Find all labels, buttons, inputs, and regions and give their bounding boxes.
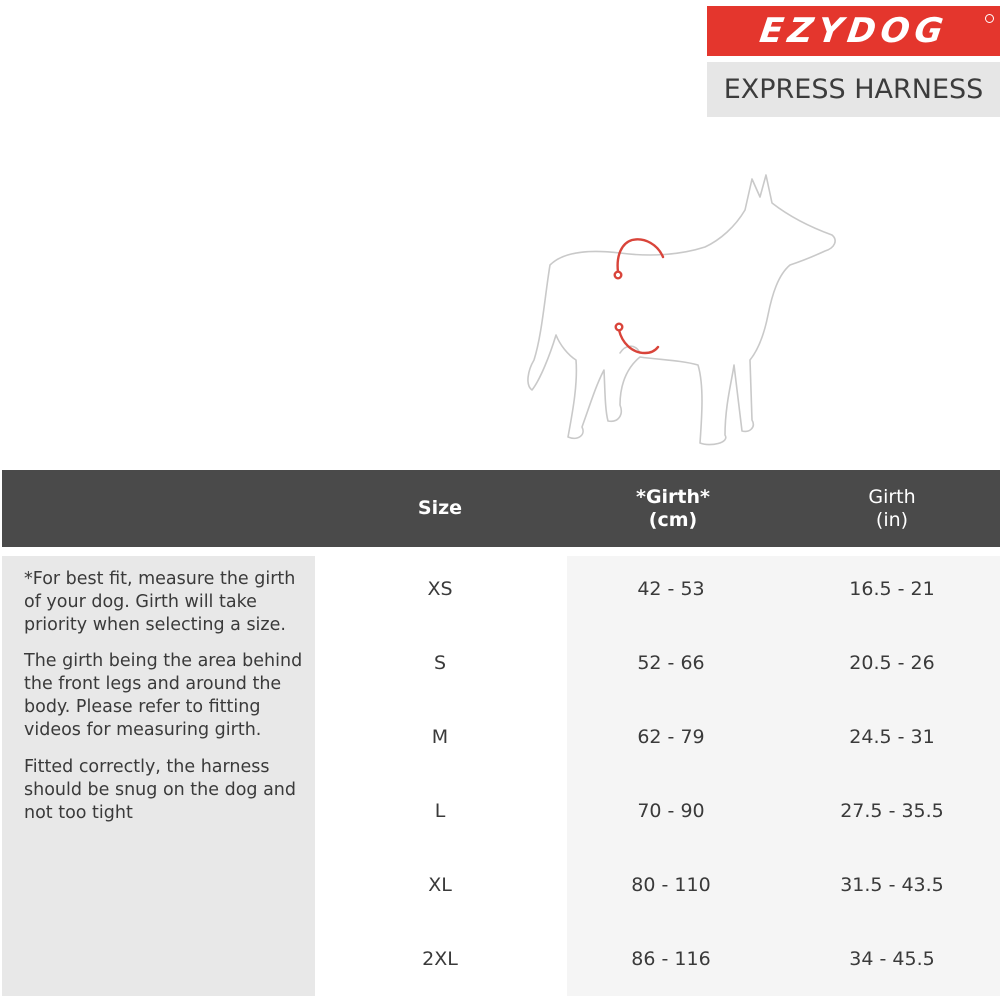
size-column bbox=[315, 556, 567, 996]
registered-mark-icon bbox=[985, 14, 994, 23]
girth-in-cell: 16.5 - 21 bbox=[849, 578, 935, 600]
brand-logo: EZYDOG bbox=[756, 11, 951, 51]
size-cell: S bbox=[433, 652, 447, 674]
header-girth-in-label: Girth bbox=[868, 485, 916, 508]
girth-cm-cell: 80 - 110 bbox=[631, 874, 711, 896]
girth-in-cell: 31.5 - 43.5 bbox=[840, 874, 944, 896]
header-girth-cm-label: *Girth* bbox=[636, 485, 710, 508]
size-cell: M bbox=[431, 726, 449, 748]
girth-cm-cell: 62 - 79 bbox=[637, 726, 705, 748]
size-cell: XS bbox=[427, 578, 453, 600]
fitting-note-girth-area: The girth being the area behind the front legs and around the body. Please refer to fitting videos for measuring girth. bbox=[24, 651, 303, 740]
girth-cm-cell: 42 - 53 bbox=[637, 578, 705, 600]
dog-measurement-icon bbox=[520, 165, 850, 455]
brand-banner bbox=[707, 6, 1000, 56]
header-girth-cm bbox=[598, 470, 748, 547]
size-table-header bbox=[2, 470, 1000, 547]
girth-in-cell: 24.5 - 31 bbox=[849, 726, 935, 748]
girth-in-cell: 34 - 45.5 bbox=[849, 948, 935, 970]
header-size-label: Size bbox=[417, 497, 463, 519]
header-girth-in-unit: (in) bbox=[875, 508, 909, 531]
size-cell: 2XL bbox=[422, 948, 458, 970]
girth-columns bbox=[567, 556, 1000, 996]
girth-in-cell: 27.5 - 35.5 bbox=[840, 800, 944, 822]
header-girth-in bbox=[817, 470, 967, 547]
fitting-note-snug: Fitted correctly, the harness should be snug on the dog and not too tight bbox=[24, 757, 297, 823]
girth-cm-cell: 52 - 66 bbox=[637, 652, 705, 674]
fitting-notes-panel bbox=[2, 556, 315, 996]
girth-cm-cell: 70 - 90 bbox=[637, 800, 705, 822]
header-size bbox=[380, 470, 500, 547]
girth-cm-cell: 86 - 116 bbox=[631, 948, 711, 970]
header-girth-cm-unit: (cm) bbox=[648, 508, 698, 531]
product-banner bbox=[707, 62, 1000, 117]
size-cell: L bbox=[434, 800, 446, 822]
girth-in-cell: 20.5 - 26 bbox=[849, 652, 935, 674]
fitting-note-measure: *For best fit, measure the girth of your dog. Girth will take priority when selecting a size. bbox=[24, 569, 296, 635]
product-title: EXPRESS HARNESS bbox=[723, 74, 984, 105]
size-cell: XL bbox=[428, 874, 452, 896]
